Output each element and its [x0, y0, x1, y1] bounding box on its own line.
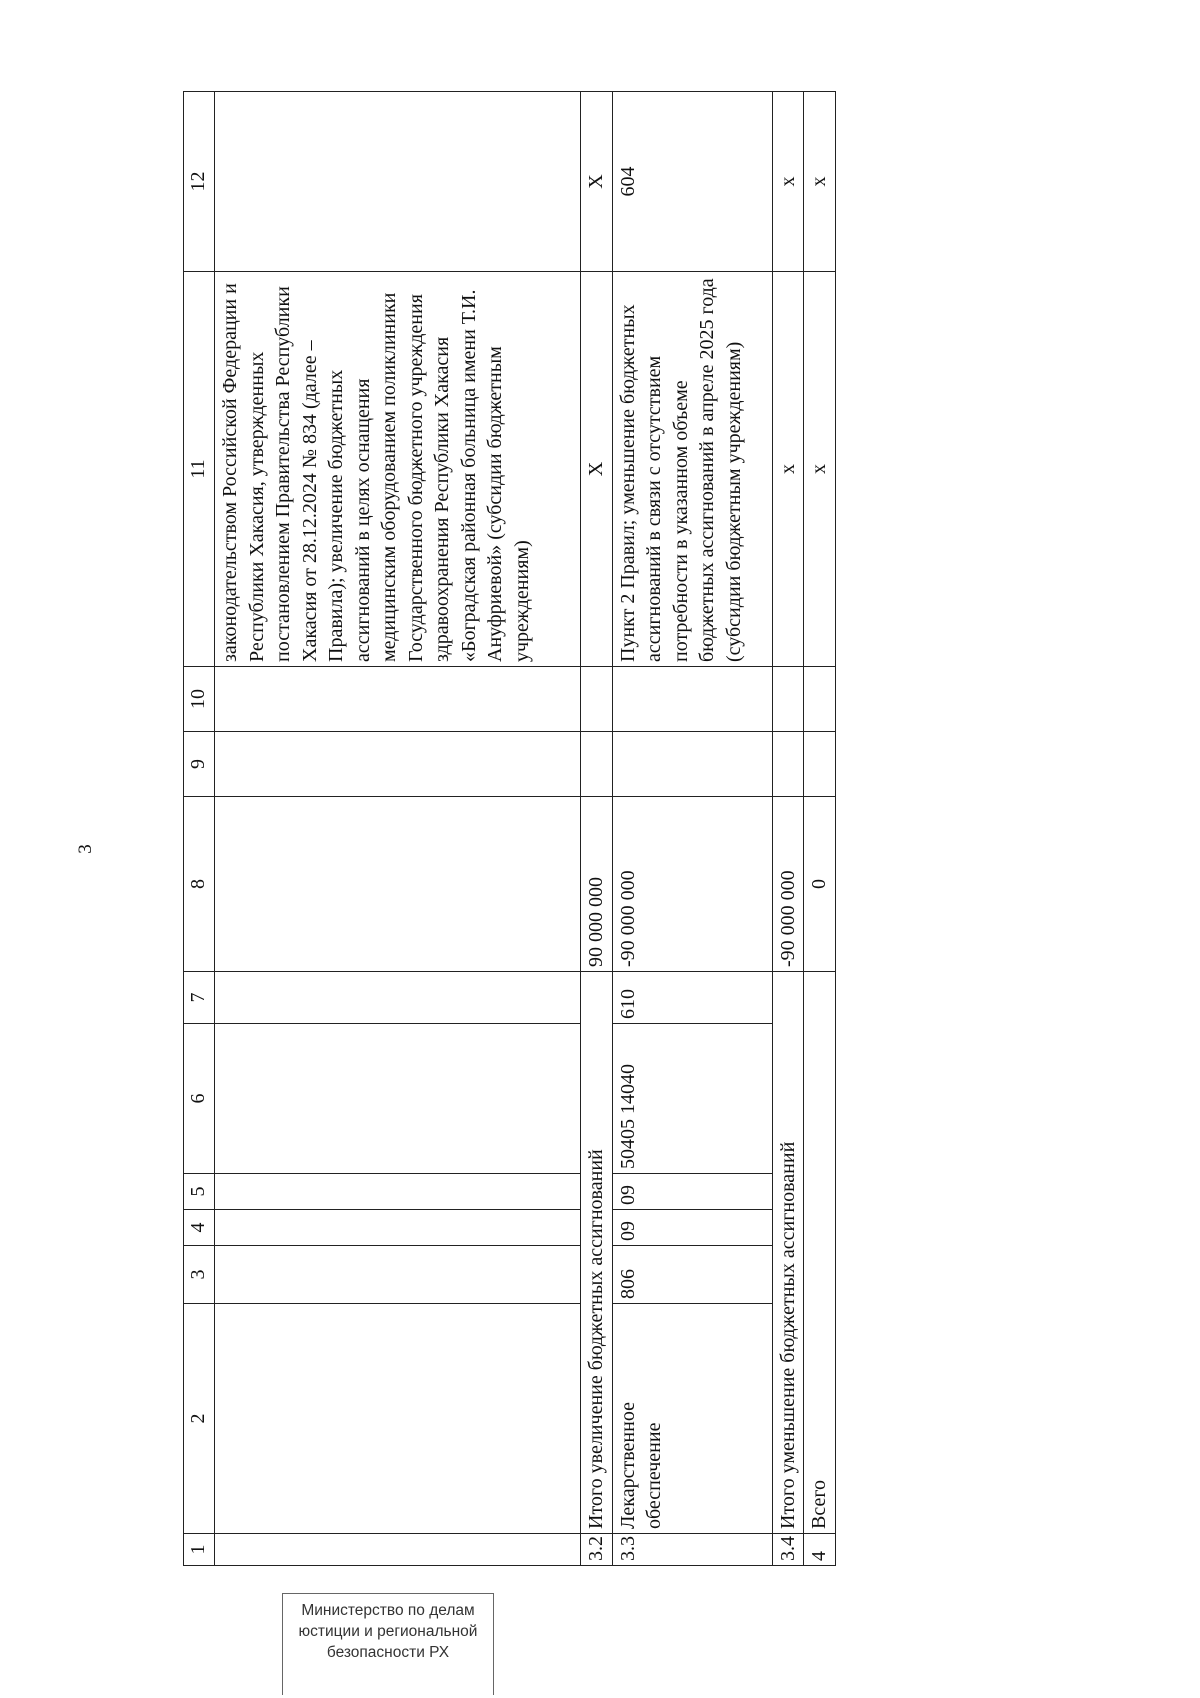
table-row-3-3 — [612, 92, 772, 1566]
code-cell: Х — [581, 92, 613, 272]
table-row-3-2 — [581, 92, 613, 1566]
header-cell: 7 — [184, 972, 215, 1024]
row-number: 3.4 — [772, 1534, 804, 1566]
code-cell: 604 — [612, 92, 772, 272]
row-number: 3.2 — [581, 1534, 613, 1566]
header-cell: 12 — [184, 92, 215, 272]
header-cell: 1 — [184, 1534, 215, 1566]
table-row-3-4 — [772, 92, 804, 1566]
row-number: 4 — [804, 1534, 836, 1566]
page-number: 3 — [75, 844, 96, 854]
row-name: Лекарственное обеспечение — [612, 1304, 772, 1534]
amount-cell: -90 000 000 — [772, 797, 804, 972]
code-cell: 50405 14040 — [612, 1024, 772, 1174]
budget-table-rotated — [183, 92, 891, 1566]
code-cell: 09 — [612, 1210, 772, 1246]
code-cell: х — [804, 92, 836, 272]
justification-cell: Пункт 2 Правил; уменьшение бюджетных ассигнований в связи с отсутствием потребности в указанном объеме бюджетных ассигнований в апреле 2025 года (субсидии бюджетным учреждениям) — [612, 272, 772, 667]
row-label: Всего — [804, 972, 836, 1534]
stamp-line: Министерство по делам — [301, 1602, 475, 1619]
header-cell: 9 — [184, 732, 215, 797]
justification-cell: х — [772, 272, 804, 667]
code-cell: 806 — [612, 1246, 772, 1304]
table-row-4 — [804, 92, 836, 1566]
code-cell: 09 — [612, 1174, 772, 1210]
header-cell: 2 — [184, 1304, 215, 1534]
header-row — [184, 92, 215, 1566]
header-cell: 4 — [184, 1210, 215, 1246]
code-cell: 610 — [612, 972, 772, 1024]
stamp-line: юстиции и региональной — [298, 1623, 478, 1640]
header-cell: 11 — [184, 272, 215, 667]
table-row-continuation — [215, 92, 581, 1566]
header-cell: 10 — [184, 667, 215, 732]
stamp-line: безопасности РХ — [326, 1644, 450, 1661]
header-cell: 8 — [184, 797, 215, 972]
header-cell: 3 — [184, 1246, 215, 1304]
row-number: 3.3 — [612, 1534, 772, 1566]
justification-cell: Х — [581, 272, 613, 667]
header-cell: 6 — [184, 1024, 215, 1174]
justification-cell: х — [804, 272, 836, 667]
budget-table — [183, 91, 836, 1566]
amount-cell: 90 000 000 — [581, 797, 613, 972]
amount-cell: 0 — [804, 797, 836, 972]
amount-cell: -90 000 000 — [612, 797, 772, 972]
code-cell: х — [772, 92, 804, 272]
justification-cell: законодательством Российской Федерации и Республики Хакасия, утвержденных постановлением Правительства Республики Хакасия от 28.12.2024 № 834 (далее – Правила); увеличение бюджетных ассигнований в целях оснащения медицинским оборудованием поликлиники Государственного бюджетного учреждения здравоохранения Республики Хакасия «Боградская районная больница имени Т.И. Ануфриевой» (субсидии бюджетным учреждениям) — [215, 272, 581, 667]
header-cell: 5 — [184, 1174, 215, 1210]
row-label: Итого увеличение бюджетных ассигнований — [581, 972, 613, 1534]
registration-stamp — [282, 1593, 494, 1695]
row-label: Итого уменьшение бюджетных ассигнований — [772, 972, 804, 1534]
